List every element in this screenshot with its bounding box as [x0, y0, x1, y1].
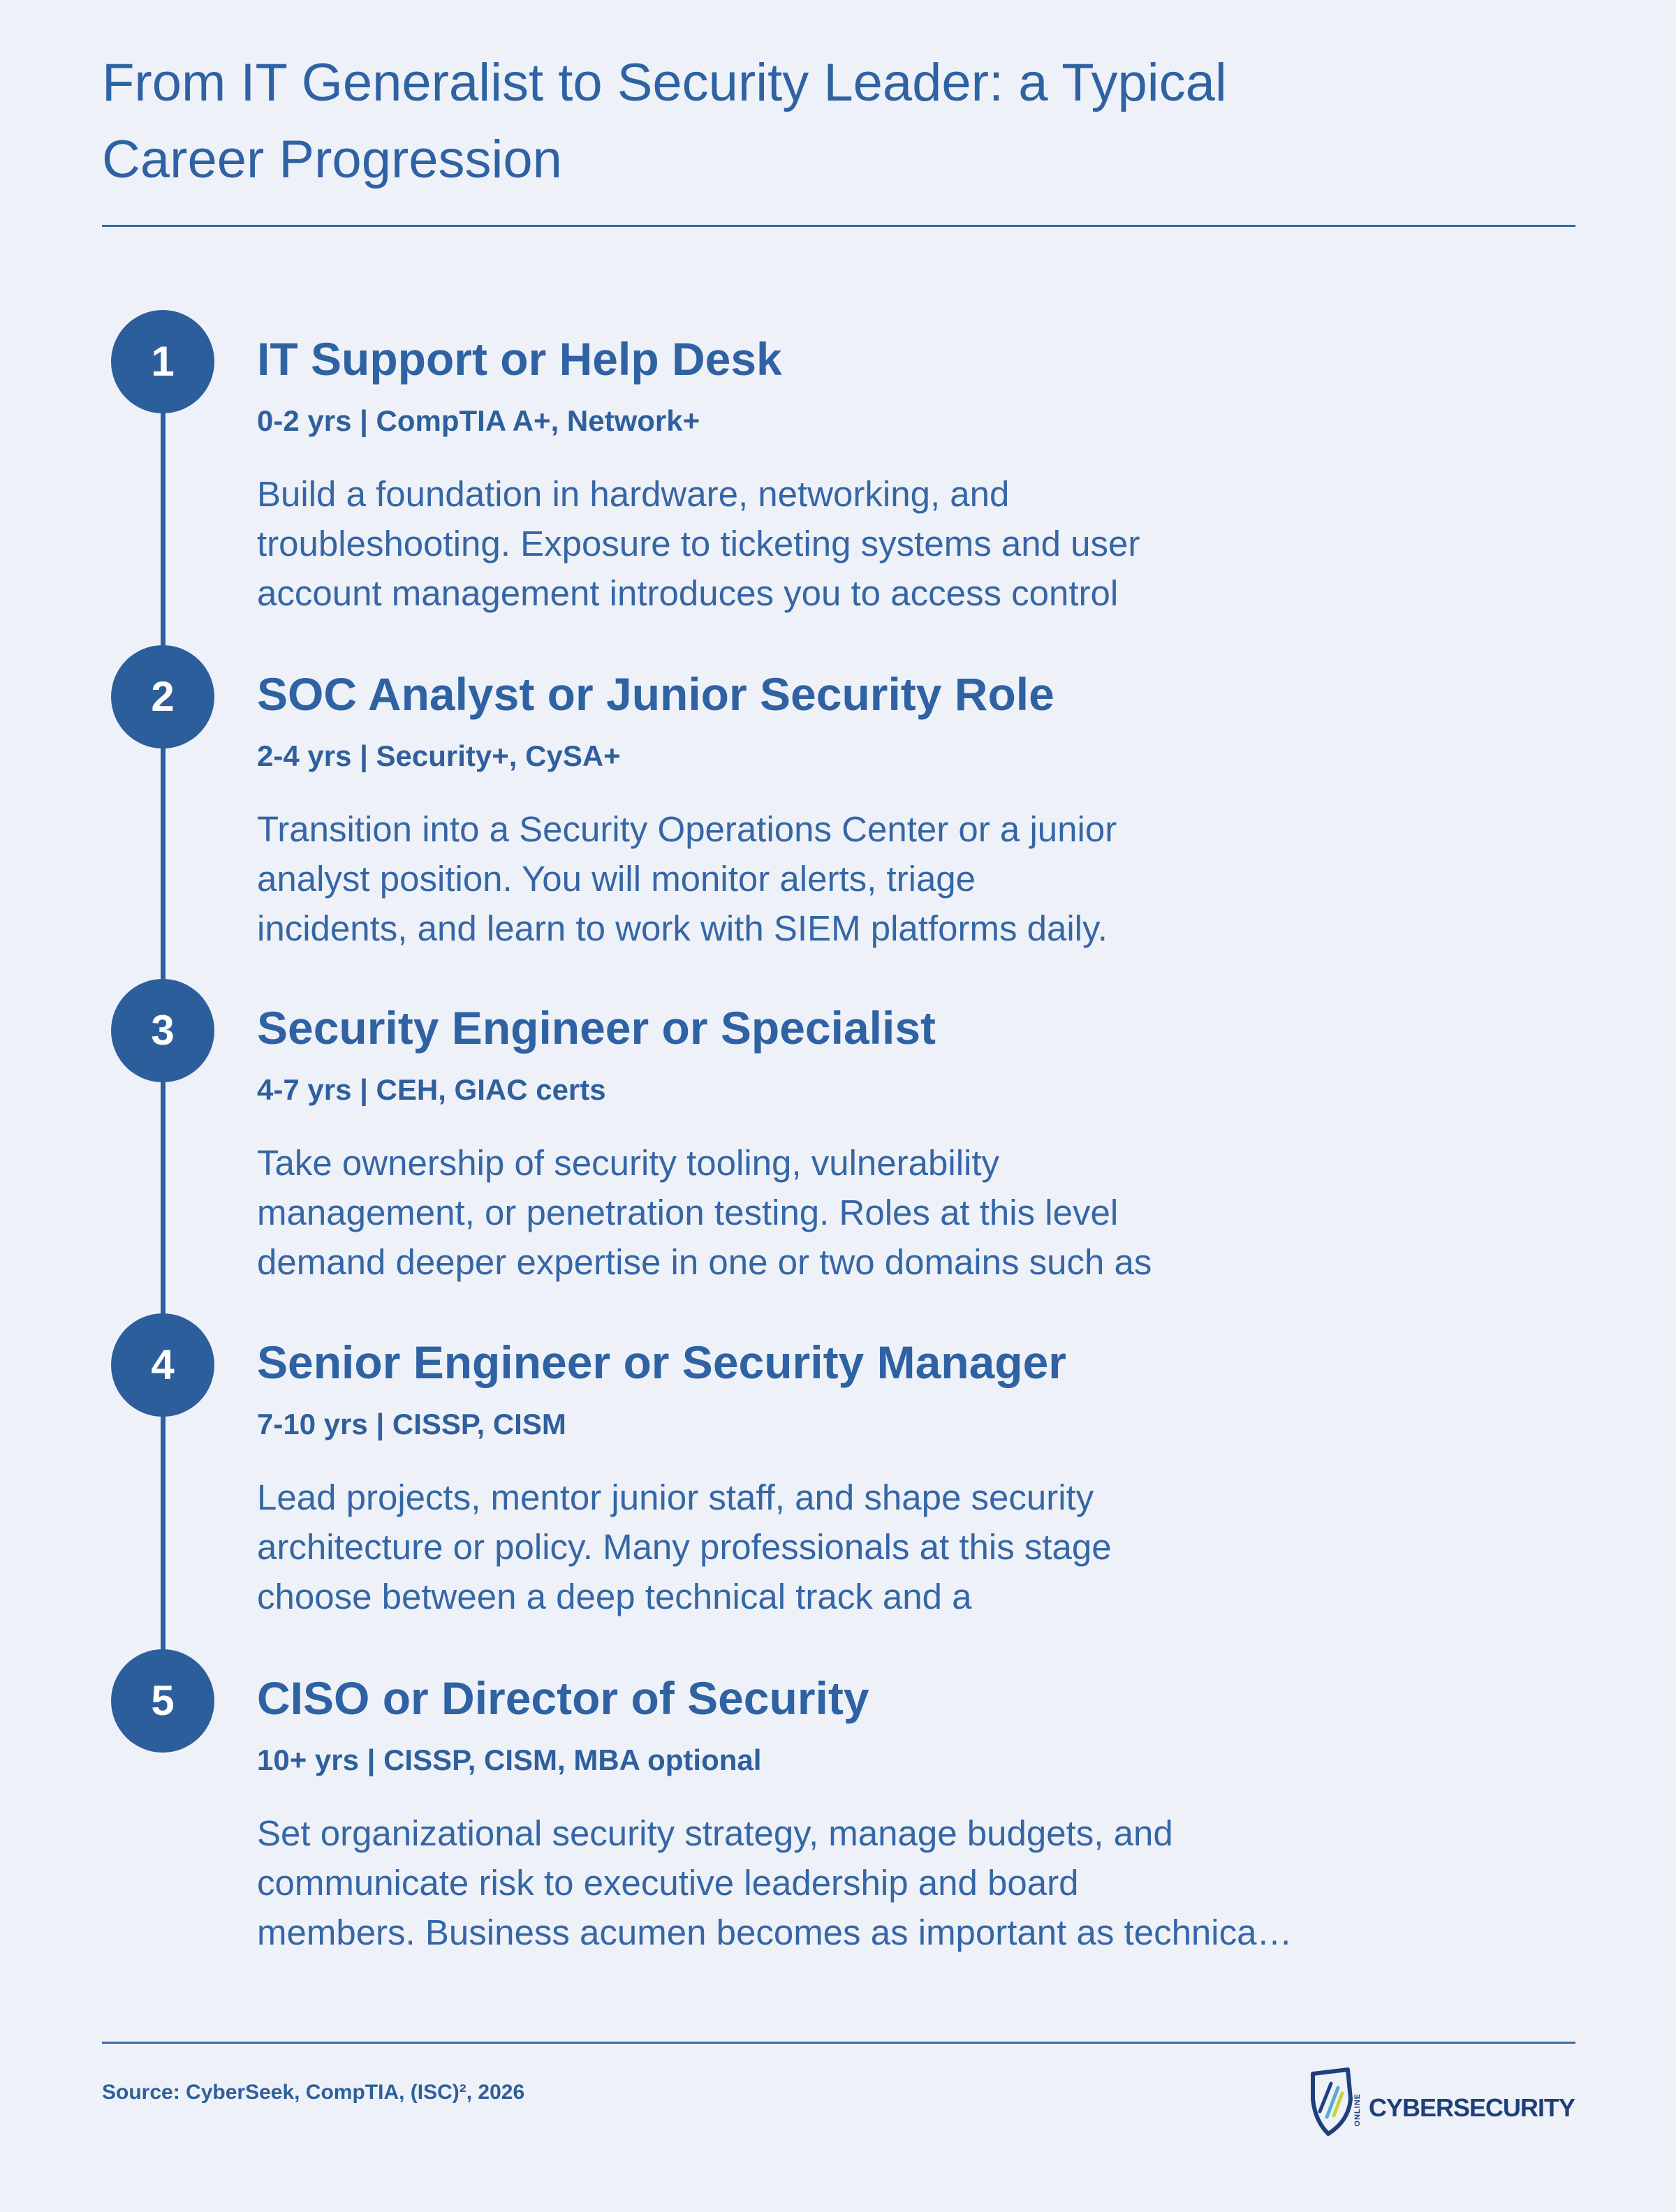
- footer-divider: [102, 2042, 1575, 2044]
- step-number-badge: 2: [111, 645, 214, 749]
- header-divider: [102, 225, 1575, 227]
- career-step-4: [0, 1313, 1676, 1621]
- step-meta: 10+ yrs | CISSP, CISM, MBA optional: [257, 1743, 762, 1776]
- step-description: Set organizational security strategy, manage budgets, and communicate risk to executive leadership and board members. Business acumen becomes as important as technica…: [257, 1813, 1293, 1952]
- career-step-1: [0, 310, 1676, 617]
- step-title: CISO or Director of Security: [257, 1672, 869, 1724]
- step-description: Take ownership of security tooling, vulnerability management, or penetration testing. Roles at this level demand deeper expertise in one or two domains such as: [257, 1143, 1152, 1282]
- step-number-badge: 4: [111, 1313, 214, 1417]
- step-number-badge: 1: [111, 310, 214, 413]
- shield-icon: [1309, 2067, 1355, 2137]
- step-number-badge: 3: [111, 979, 214, 1082]
- step-title: SOC Analyst or Junior Security Role: [257, 668, 1054, 720]
- career-step-5: [0, 1649, 1676, 1956]
- step-description: Transition into a Security Operations Center or a junior analyst position. You will monitor alerts, triage incidents, and learn to work with SIEM platforms daily.: [257, 809, 1117, 948]
- step-meta: 2-4 yrs | Security+, CySA+: [257, 739, 621, 772]
- logo-small-text: ONLINE: [1353, 2093, 1362, 2127]
- step-meta: 7-10 yrs | CISSP, CISM: [257, 1408, 566, 1440]
- source-citation: Source: CyberSeek, CompTIA, (ISC)², 2026: [102, 2081, 525, 2104]
- logo-wordmark: CYBERSECURITY: [1369, 2093, 1575, 2122]
- step-meta: 0-2 yrs | CompTIA A+, Network+: [257, 404, 700, 437]
- step-description: Build a foundation in hardware, networking, and troubleshooting. Exposure to ticketing systems and user account management introduces you to access control: [257, 474, 1140, 613]
- brand-logo: [1309, 2067, 1574, 2151]
- step-title: Security Engineer or Specialist: [257, 1002, 936, 1054]
- career-step-2: [0, 645, 1676, 952]
- career-step-3: [0, 979, 1676, 1286]
- page-title: From IT Generalist to Security Leader: a Typical Career Progression: [102, 53, 1227, 189]
- step-description: Lead projects, mentor junior staff, and shape security architecture or policy. Many professionals at this stage choose between a deep technical track and a: [257, 1477, 1112, 1616]
- step-title: Senior Engineer or Security Manager: [257, 1336, 1066, 1388]
- step-meta: 4-7 yrs | CEH, GIAC certs: [257, 1073, 606, 1106]
- step-title: IT Support or Help Desk: [257, 333, 782, 385]
- step-number-badge: 5: [111, 1649, 214, 1753]
